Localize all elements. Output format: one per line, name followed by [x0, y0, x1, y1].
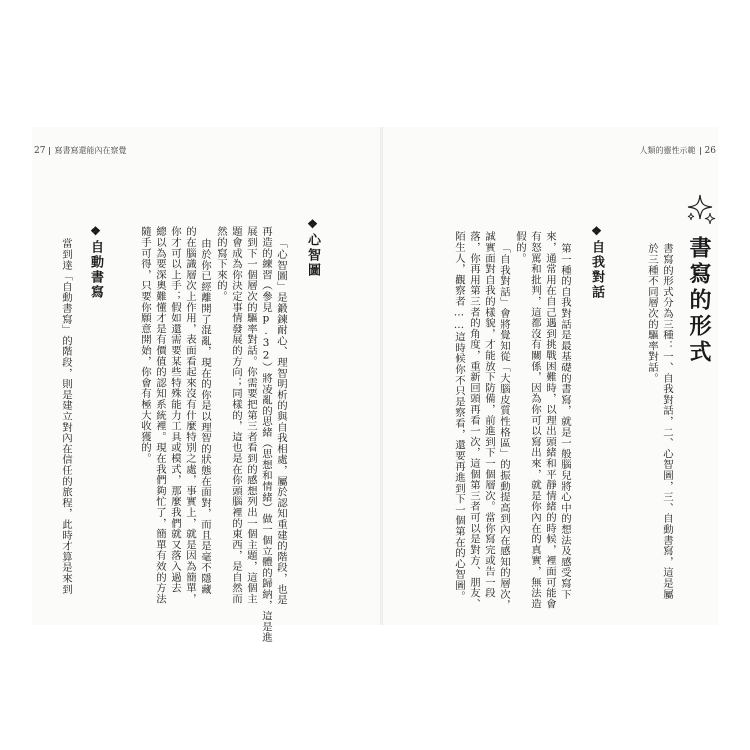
text-column: 第一種的自我對話是最基礎的書寫，就是一般腦兒將心中的想法及感受寫下 [559, 243, 571, 600]
text-column: 當到達「自動書寫」的階段，則是建立對內在信任的旅程，此時才算是來到 [60, 238, 72, 595]
running-head-right: 人類的靈性示範 [639, 146, 696, 155]
section-heading-self-dialogue [587, 225, 606, 300]
text-column: 由於你已經離開了混亂，現在的你是以理智的狀態在面對，而且是毫不隱藏 [199, 238, 211, 595]
page-number-left: 27 [34, 146, 46, 156]
book-spread [32, 127, 718, 625]
folio-divider [700, 147, 701, 155]
page-number-right: 26 [704, 146, 716, 156]
diamond-bullet-icon: ❖ [591, 224, 602, 238]
diamond-bullet-icon: ❖ [307, 217, 318, 231]
text-column: 陌生人，觀察者……這時候你不只是察看，還要再進到下一個第在的心智圖。 [453, 231, 465, 602]
text-column: 題會成為你決定事情發展的方向；同樣的，這也是在你頭腦裡的東西，是自然而 [230, 226, 242, 604]
folio-divider [49, 147, 50, 155]
text-column: 隨手可得，只要你願意開始，你會有極大收獲的。 [139, 226, 151, 464]
section-title: 心智圖 [305, 233, 320, 278]
chapter-title: 書寫的形式 [686, 236, 712, 366]
text-column: 「心智圖」是鍛鍊耐心、理智明析的與自我相處，屬於認知重建的階段，也是 [275, 238, 287, 606]
text-column: 的在腦識層次上作用，表面看起來沒有什麼特別之處，事實上，就是因為簡單， [184, 226, 196, 604]
text-column: 再造的練習（參見p.32）將凌亂的思緒（思想和情緒）做一個立體的歸納，這是進 [260, 226, 272, 643]
text-column: 於三種不同層次的驅率對話。 [646, 243, 658, 384]
text-column: 有怒罵和批判，這都沒有關係，因為你可以寫出來，就是你內在的真實，無法造 [529, 231, 541, 609]
text-column: 「自我對話」會將覺知從「大腦皮質性格區」的振動提高到內在感知的層次， [498, 243, 510, 611]
text-column: 書寫的形式分為三種：一、自我對話，二、心智圖，三、自動書寫，這是屬 [661, 243, 673, 600]
text-column: 展到下一個層次的驅率對話。你需要把第三者看到的感想列出一個主題，這個主 [245, 226, 257, 604]
section-heading-auto-writing [86, 225, 105, 300]
running-head-left: 寫書寫還能內在察覺 [54, 146, 127, 155]
folio-right [640, 145, 716, 156]
text-column: 然的寫下來的。 [215, 226, 227, 302]
folio-left [34, 145, 126, 156]
section-title: 自我對話 [589, 240, 604, 300]
book-gutter [380, 127, 383, 625]
text-column: 落，你再用第三者的角度，重新回頭再看一次，這個第三者可以是對方、朋友、 [468, 231, 480, 609]
diamond-bullet-icon: ❖ [90, 224, 101, 238]
text-column: 總以為要深奧難懂才是有價值的認知系統裡。現在我們夠忙了，簡單有效的方法 [154, 226, 166, 604]
text-column: 你才可以上手；假如還需要某些特殊能力工具或模式，那麼我們就又落入過去 [169, 226, 181, 594]
text-column: 假的。 [514, 231, 526, 264]
text-column: 來，通常用在自己遇到挑戰困難時，以理出頭緒和平靜情緒的時候，裡面可能會 [544, 231, 556, 609]
section-heading-mind-map [303, 218, 322, 278]
section-title: 自動書寫 [88, 240, 103, 300]
sparkle-icon [684, 193, 718, 227]
text-column: 誠實面對自我的樣貌，才能放下防備，前進到下一個層次。當你寫完或告一段 [483, 231, 495, 599]
